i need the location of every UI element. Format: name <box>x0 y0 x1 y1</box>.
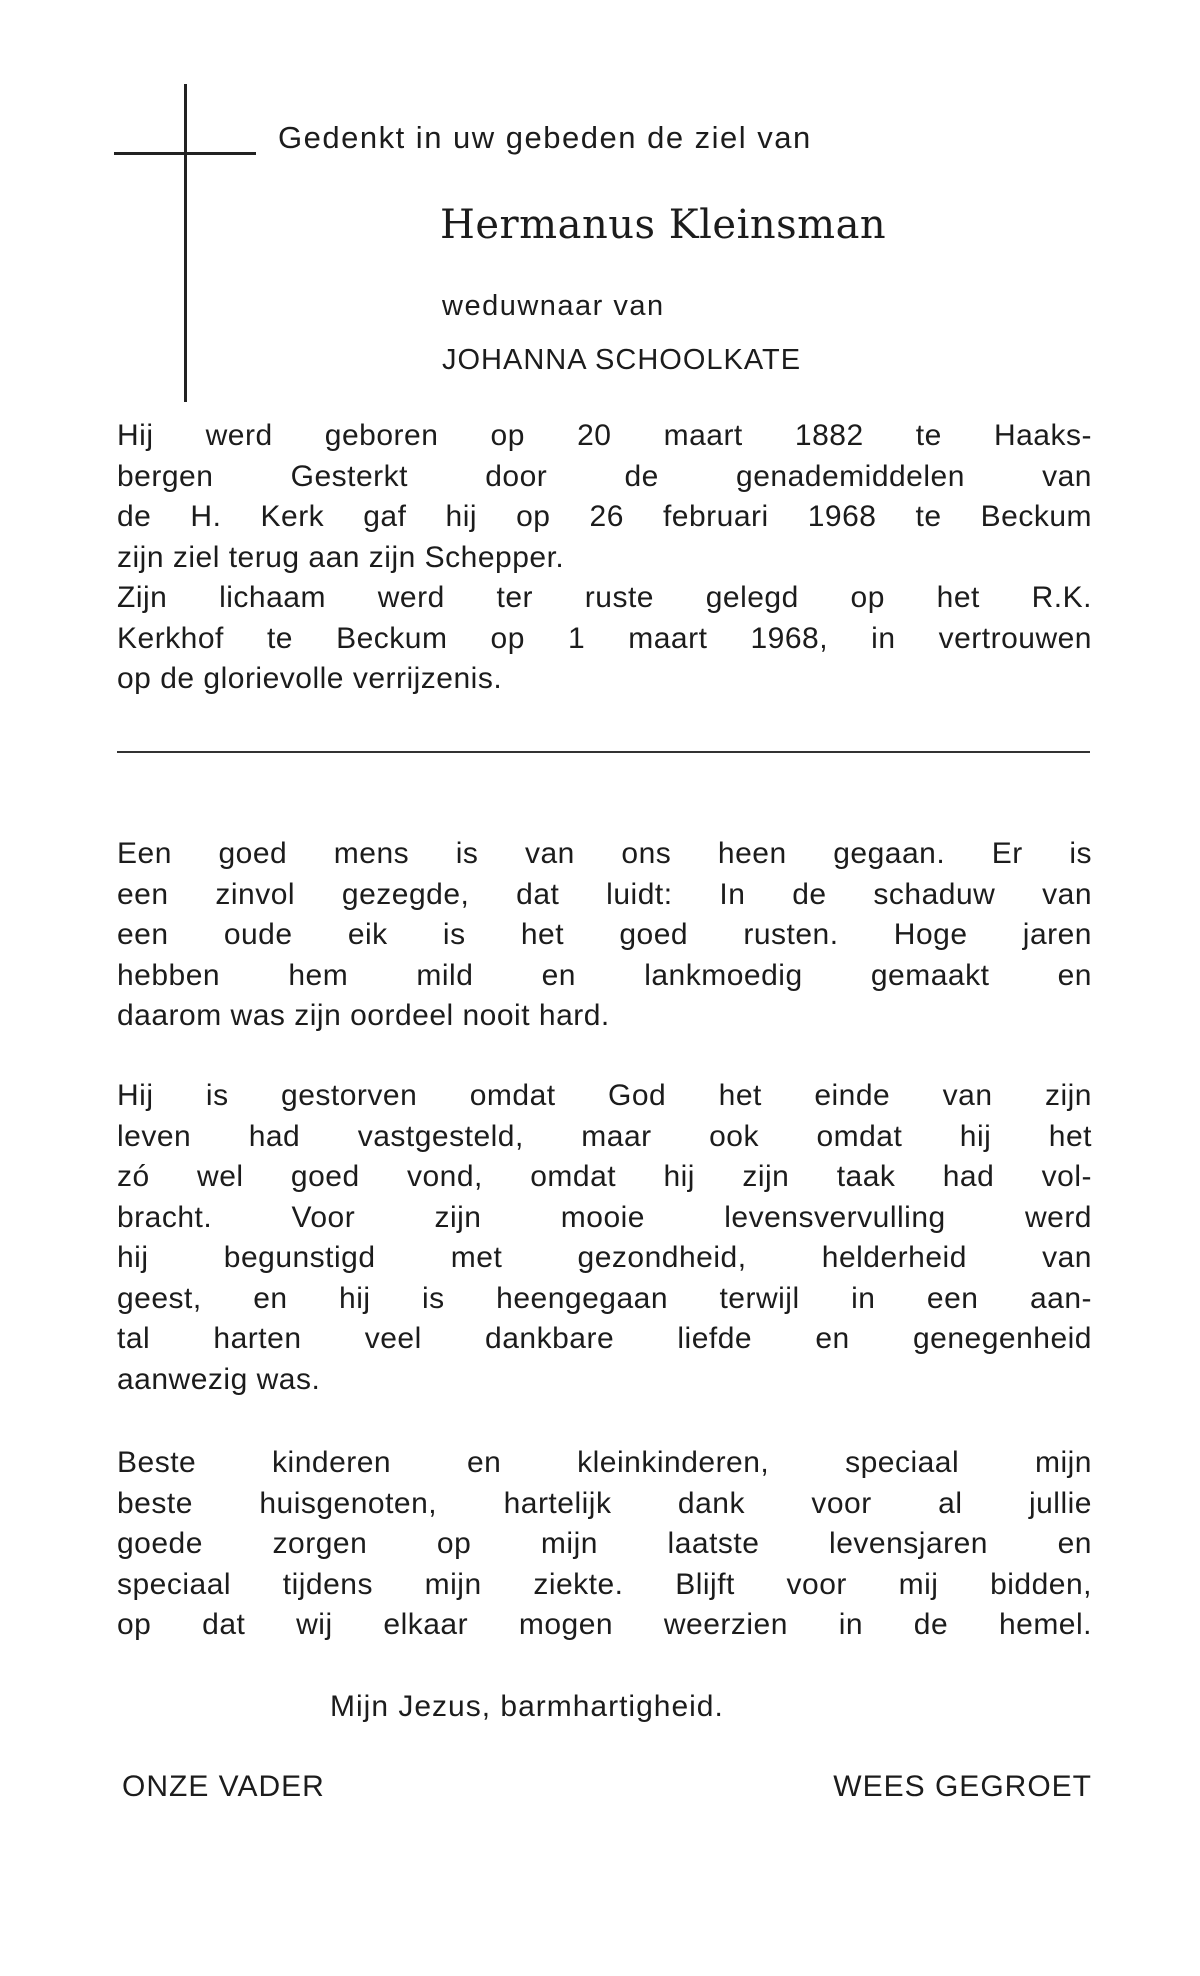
spouse-name: JOHANNA SCHOOLKATE <box>442 344 802 376</box>
intro-text: Gedenkt in uw gebeden de ziel van <box>278 120 812 155</box>
text-line: speciaal tijdens mijn ziekte. Blijft voor mij bidden, <box>117 1567 1092 1601</box>
text-line: leven had vastgesteld, maar ook omdat hij het <box>117 1119 1092 1153</box>
text-line: een oude eik is het goed rusten. Hoge jaren <box>117 918 1092 951</box>
text-line: daarom was zijn oordeel nooit hard. <box>117 999 610 1032</box>
text-line: op dat wij elkaar mogen weerzien in de hemel. <box>117 1608 1092 1641</box>
bio-line: Zijn lichaam werd ter ruste gelegd op het R.K. <box>117 581 1092 614</box>
deceased-name: Hermanus Kleinsman <box>440 202 887 248</box>
text-line: Een goed mens is van ons heen gegaan. Er is <box>117 837 1092 870</box>
text-line: Hij is gestorven omdat God het einde van zijn <box>117 1079 1092 1112</box>
prayer-onze-vader: ONZE VADER <box>122 1770 325 1803</box>
bio-line: Kerkhof te Beckum op 1 maart 1968, in vertrouwen <box>117 621 1092 655</box>
text-line: bracht. Voor zijn mooie levensvervulling werd <box>117 1200 1092 1234</box>
cross-icon <box>184 84 187 402</box>
bio-line: zijn ziel terug aan zijn Schepper. <box>117 540 565 574</box>
text-line: goede zorgen op mijn laatste levensjaren en <box>117 1527 1092 1560</box>
divider <box>117 751 1090 753</box>
text-line: tal harten veel dankbare liefde en genegenheid <box>117 1322 1092 1355</box>
bio-line: de H. Kerk gaf hij op 26 februari 1968 te Beckum <box>117 500 1092 533</box>
paragraph-1 <box>117 834 1092 1037</box>
bio-line: Hij werd geboren op 20 maart 1882 te Haaks- <box>117 419 1092 452</box>
text-line: zó wel goed vond, omdat hij zijn taak had vol- <box>117 1160 1092 1193</box>
text-line: geest, en hij is heengegaan terwijl in een aan- <box>117 1281 1092 1315</box>
text-line: beste huisgenoten, hartelijk dank voor al jullie <box>117 1486 1092 1520</box>
prayer-wees-gegroet: WEES GEGROET <box>833 1770 1092 1803</box>
text-line: hij begunstigd met gezondheid, helderheid van <box>117 1241 1092 1274</box>
text-line: hebben hem mild en lankmoedig gemaakt en <box>117 958 1092 992</box>
text-line: aanwezig was. <box>117 1362 321 1396</box>
bio-line: op de glorievolle verrijzenis. <box>117 662 503 695</box>
paragraph-2 <box>117 1076 1092 1400</box>
closing-prayer: Mijn Jezus, barmhartigheid. <box>330 1690 724 1723</box>
text-line: Beste kinderen en kleinkinderen, speciaal mijn <box>117 1446 1092 1479</box>
widower-label: weduwnaar van <box>442 290 665 322</box>
bio-line: bergen Gesterkt door de genademiddelen van <box>117 459 1092 493</box>
paragraph-3 <box>117 1443 1092 1646</box>
text-line: een zinvol gezegde, dat luidt: In de schaduw van <box>117 877 1092 911</box>
cross-icon-bar <box>114 152 256 155</box>
biography <box>117 416 1092 700</box>
